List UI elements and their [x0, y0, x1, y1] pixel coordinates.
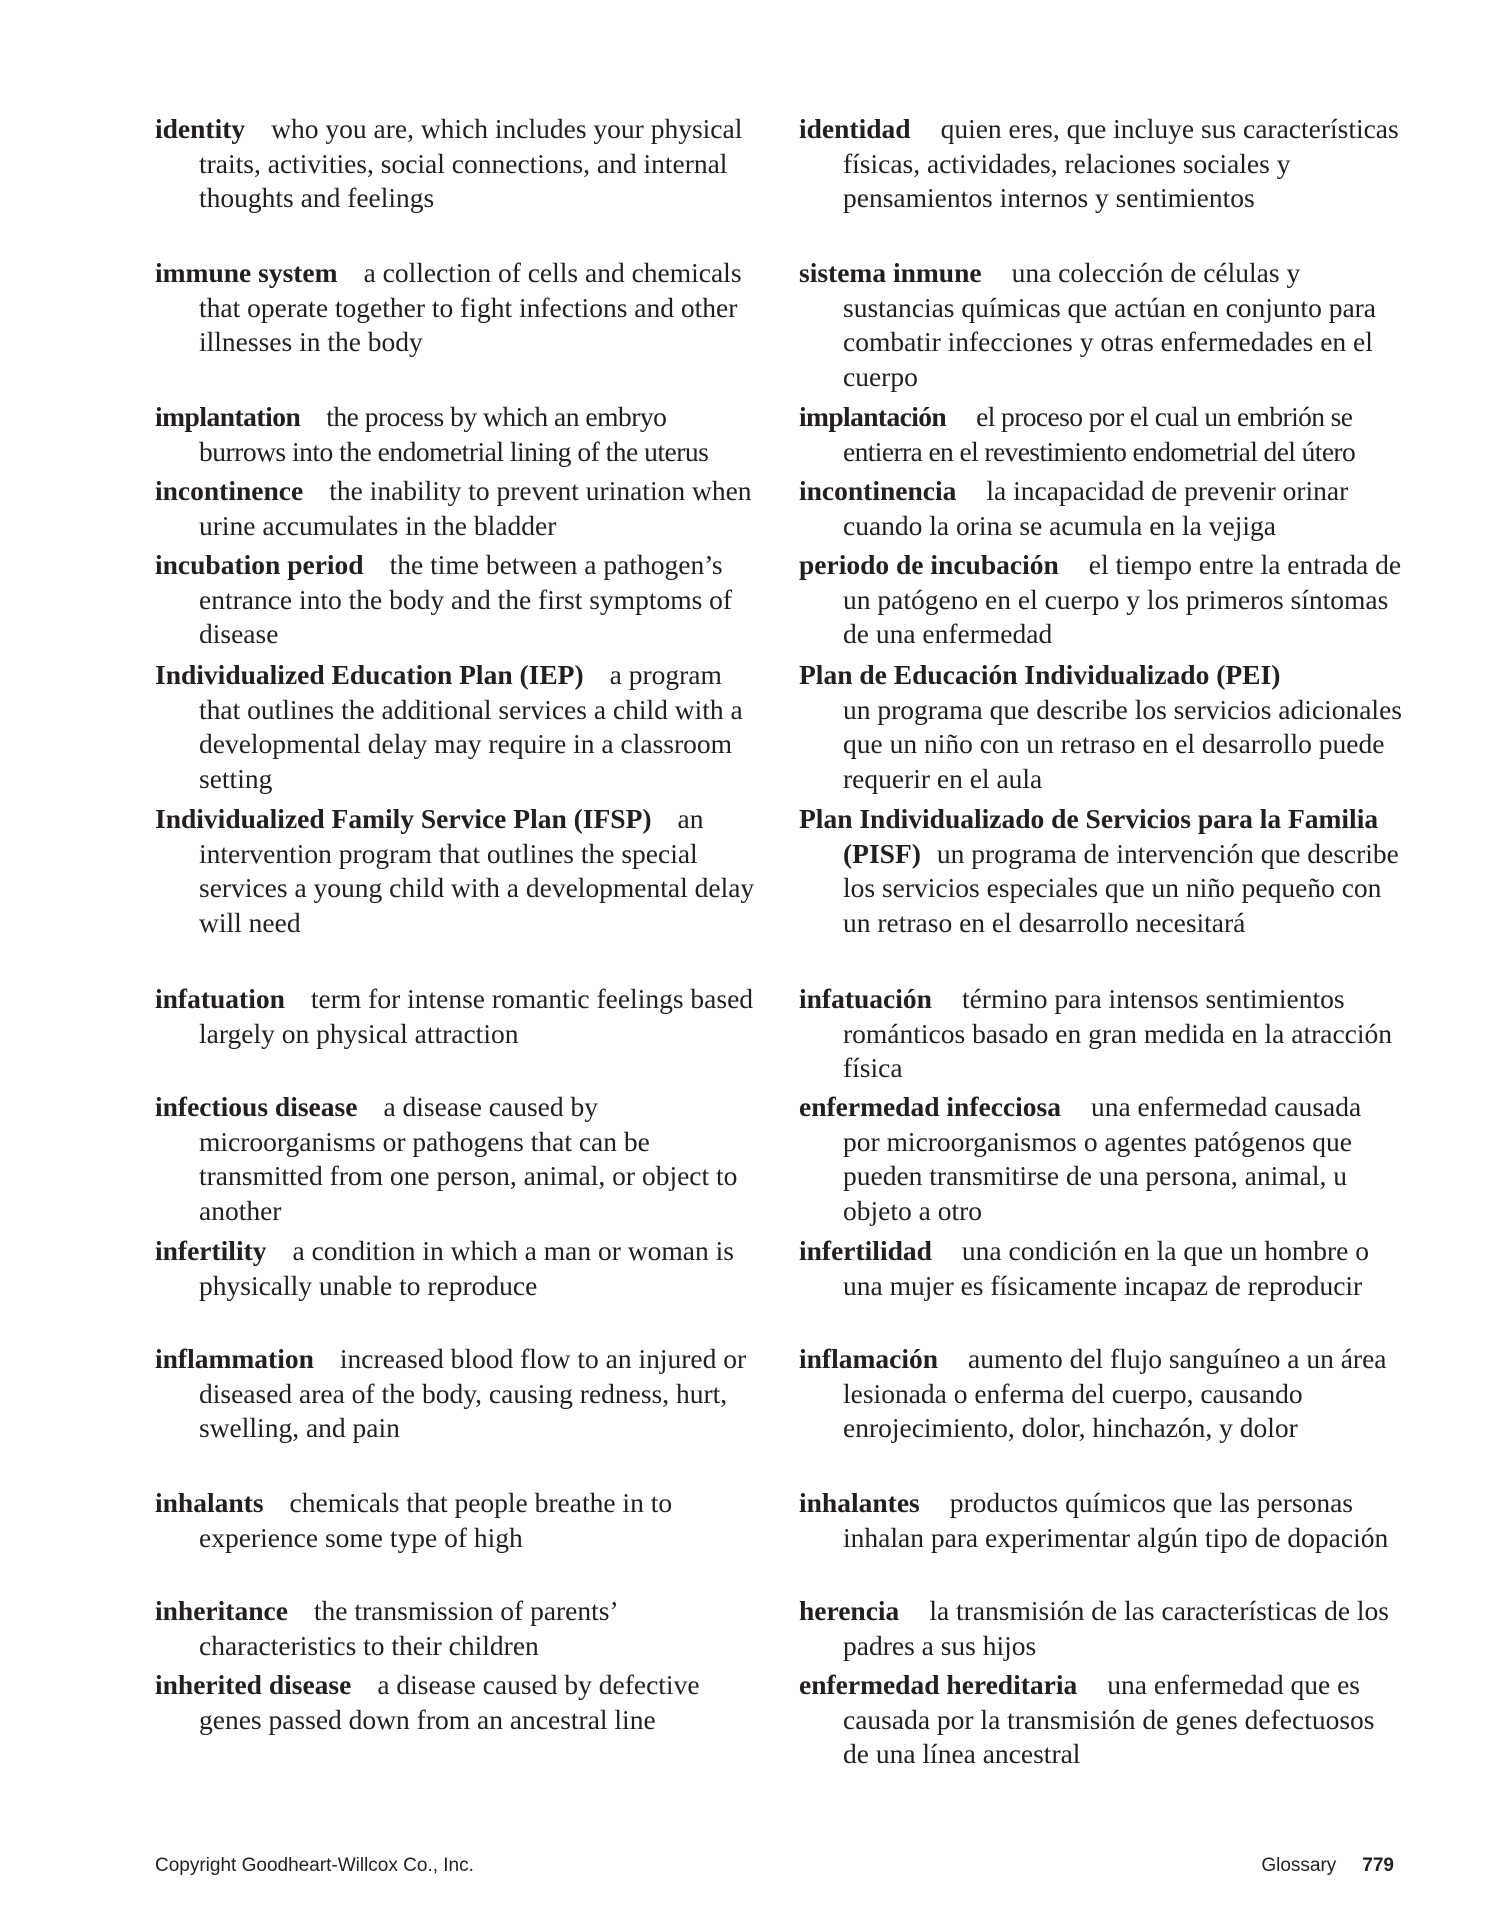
glossary-entry-inhalants	[155, 1486, 755, 1555]
glossary-term: implantación	[799, 401, 947, 432]
glossary-entry-incontinence	[155, 474, 755, 543]
page-footer	[1261, 1854, 1394, 1878]
glossary-term: herencia	[799, 1595, 900, 1626]
glossary-term: inhalantes	[799, 1487, 920, 1518]
glossary-term: inheritance	[155, 1595, 288, 1626]
glossary-term: infectious disease	[155, 1091, 358, 1122]
glossary-entry-identity	[155, 112, 755, 216]
glossary-term: identidad	[799, 113, 911, 144]
glossary-term: incubation period	[155, 549, 364, 580]
glossary-entry-herencia	[799, 1594, 1404, 1663]
glossary-definition: el tiempo entre la entrada de un patógeno en el cuerpo y los primeros síntomas de una enfermedad	[843, 549, 1402, 649]
glossary-entry-sistema-inmune	[799, 256, 1404, 394]
glossary-entry-inheritance	[155, 1594, 755, 1663]
glossary-definition: a program that outlines the additional services a child with a developmental delay may require in a classroom setting	[199, 659, 743, 794]
glossary-definition: a disease caused by microorganisms or pathogens that can be transmitted from one person, animal, or object to another	[199, 1091, 738, 1226]
glossary-definition: término para intensos sentimientos románticos basado en gran medida en la atracción física	[843, 983, 1393, 1083]
glossary-entry-enfermedad-infecciosa	[799, 1090, 1404, 1228]
glossary-term: sistema inmune	[799, 257, 982, 288]
glossary-term: infatuación	[799, 983, 932, 1014]
glossary-definition: who you are, which includes your physical traits, activities, social connections, and internal thoughts and feelings	[199, 113, 743, 213]
glossary-definition: a condition in which a man or woman is physically unable to reproduce	[199, 1235, 734, 1301]
glossary-definition: un programa que describe los servicios adicionales que un niño con un retraso en el desarrollo puede requerir en el aula	[843, 693, 1402, 794]
glossary-term: incontinence	[155, 475, 304, 506]
glossary-definition: la incapacidad de prevenir orinar cuando la orina se acumula en la vejiga	[843, 475, 1349, 541]
glossary-definition: chemicals that people breathe in to experience some type of high	[199, 1487, 673, 1553]
glossary-entry-enfermedad-hereditaria	[799, 1668, 1404, 1772]
glossary-definition: a collection of cells and chemicals that operate together to fight infections and other illnesses in the body	[199, 257, 742, 357]
glossary-definition: the time between a pathogen’s entrance into the body and the first symptoms of disease	[199, 549, 733, 649]
glossary-term: enfermedad hereditaria	[799, 1669, 1078, 1700]
glossary-entry-implantation	[155, 400, 755, 469]
glossary-term: implantation	[155, 401, 301, 432]
glossary-term: incontinencia	[799, 475, 957, 506]
page-number: 779	[1362, 1855, 1394, 1876]
glossary-definition: the transmission of parents’ characteristics to their children	[199, 1595, 617, 1661]
glossary-term: Individualized Family Service Plan (IFSP)	[155, 803, 652, 834]
section-name: Glossary	[1261, 1855, 1337, 1876]
glossary-entry-incubation-period	[155, 548, 755, 652]
glossary-entry-iep	[155, 658, 755, 796]
glossary-term: periodo de incubación	[799, 549, 1059, 580]
glossary-definition: una enfermedad que es causada por la transmisión de genes defectuosos de una línea ancestral	[843, 1669, 1375, 1769]
glossary-definition: el proceso por el cual un embrión se entierra en el revestimiento endometrial del útero	[843, 401, 1356, 467]
glossary-definition: an intervention program that outlines the special services a young child with a developmental delay will need	[199, 803, 755, 938]
glossary-definition: a disease caused by defective genes passed down from an ancestral line	[199, 1669, 700, 1735]
glossary-term: identity	[155, 113, 246, 144]
glossary-term: infertility	[155, 1235, 267, 1266]
glossary-term: inflammation	[155, 1343, 314, 1374]
glossary-entry-implantacion	[799, 400, 1404, 469]
glossary-term: inhalants	[155, 1487, 264, 1518]
glossary-entry-periodo-de-incubacion	[799, 548, 1404, 652]
glossary-definition: productos químicos que las personas inhalan para experimentar algún tipo de dopación	[843, 1487, 1389, 1553]
glossary-term: Plan de Educación Individualizado (PEI)	[799, 659, 1281, 690]
glossary-entry-infatuacion	[799, 982, 1404, 1086]
glossary-entry-inflamacion	[799, 1342, 1404, 1446]
glossary-definition: una enfermedad causada por microorganismos o agentes patógenos que pueden transmitirse de una persona, animal, u objeto a otro	[843, 1091, 1362, 1226]
glossary-definition: quien eres, que incluye sus características físicas, actividades, relaciones sociales y pensamientos internos y sentimientos	[843, 113, 1399, 213]
glossary-entry-infatuation	[155, 982, 755, 1051]
glossary-term: inflamación	[799, 1343, 939, 1374]
glossary-entry-ifsp	[155, 802, 755, 940]
glossary-entry-pisf	[799, 802, 1404, 940]
glossary-definition: the process by which an embryo burrows into the endometrial lining of the uterus	[199, 401, 709, 467]
glossary-definition: la transmisión de las características de los padres a sus hijos	[843, 1595, 1390, 1661]
glossary-entry-pei	[799, 658, 1404, 796]
glossary-definition: the inability to prevent urination when urine accumulates in the bladder	[199, 475, 752, 541]
glossary-term: infertilidad	[799, 1235, 932, 1266]
glossary-definition: una condición en la que un hombre o una mujer es físicamente incapaz de reproducir	[843, 1235, 1369, 1301]
glossary-entry-incontinencia	[799, 474, 1404, 543]
glossary-definition: term for intense romantic feelings based largely on physical attraction	[199, 983, 754, 1049]
glossary-definition: una colección de células y sustancias químicas que actúan en conjunto para combatir infecciones y otras enfermedades en el cuerpo	[843, 257, 1377, 392]
glossary-term: immune system	[155, 257, 338, 288]
glossary-entry-identidad	[799, 112, 1404, 216]
glossary-term: infatuation	[155, 983, 285, 1014]
glossary-entry-inhalantes	[799, 1486, 1404, 1555]
glossary-entry-infectious-disease	[155, 1090, 755, 1228]
glossary-entry-immune-system	[155, 256, 755, 360]
glossary-definition: aumento del flujo sanguíneo a un área lesionada o enferma del cuerpo, causando enrojecimiento, dolor, hinchazón, y dolor	[843, 1343, 1387, 1443]
glossary-entry-infertility	[155, 1234, 755, 1303]
glossary-term: Plan Individualizado de Servicios para la Familia (PISF)	[799, 803, 1379, 869]
copyright-notice: Copyright Goodheart-Willcox Co., Inc.	[155, 1855, 474, 1876]
glossary-term: inherited disease	[155, 1669, 352, 1700]
glossary-entry-inflammation	[155, 1342, 755, 1446]
glossary-definition: increased blood flow to an injured or diseased area of the body, causing redness, hurt, swelling, and pain	[199, 1343, 747, 1443]
glossary-entry-inherited-disease	[155, 1668, 755, 1737]
glossary-definition: un programa de intervención que describe los servicios especiales que un niño pequeño con un retraso en el desarrollo necesitará	[843, 837, 1399, 938]
glossary-entry-infertilidad	[799, 1234, 1404, 1303]
glossary-term: enfermedad infecciosa	[799, 1091, 1061, 1122]
glossary-term: Individualized Education Plan (IEP)	[155, 659, 584, 690]
